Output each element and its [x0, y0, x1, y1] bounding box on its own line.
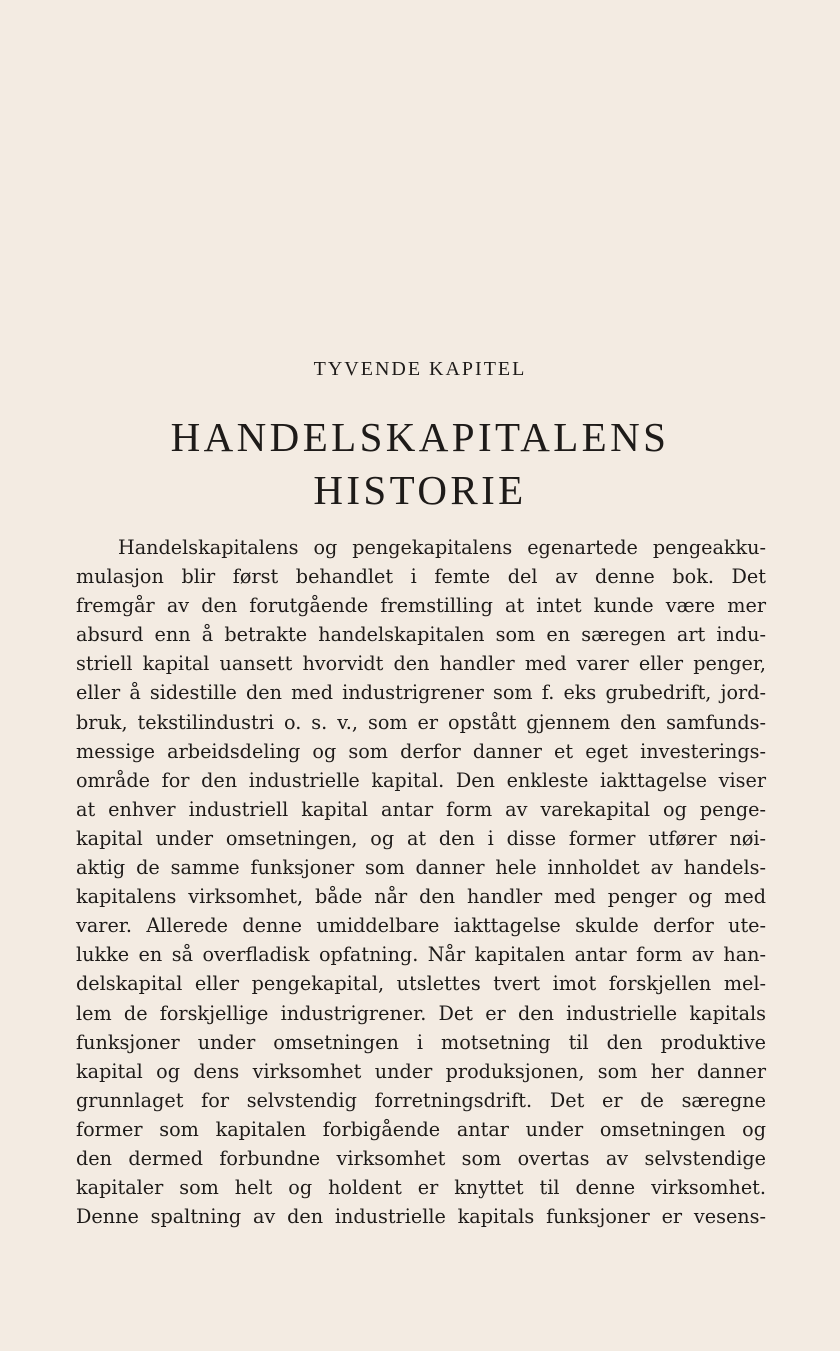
chapter-title-line-1: HANDELSKAPITALENS [170, 414, 670, 460]
text-line: kapital og dens virksomhet under produksjonen, som her danner [76, 1059, 766, 1083]
text-line: lukke en så overfladisk opfatning. Når kapitalen antar form av han- [76, 943, 766, 967]
text-line: bruk, tekstilindustri o. s. v., som er opstått gjennem den samfunds- [76, 710, 766, 734]
text-line: lem de forskjellige industrigrener. Det er den industrielle kapitals [76, 1001, 766, 1025]
text-line: Denne spaltning av den industrielle kapitals funksjoner er vesens- [76, 1205, 766, 1229]
chapter-label: TYVENDE KAPITEL [313, 358, 527, 380]
text-line: varer. Allerede denne umiddelbare iakttagelse skulde derfor ute- [76, 914, 766, 938]
text-line: Handelskapitalens og pengekapitalens egenartede pengeakku- [118, 536, 766, 559]
text-line: grunnlaget for selvstendig forretningsdrift. Det er de særegne [76, 1088, 766, 1112]
text-line: delskapital eller pengekapital, utslettes tvert imot forskjellen mel- [76, 972, 766, 996]
text-line: kapitaler som helt og holdent er knyttet til denne virksomhet. [76, 1176, 766, 1200]
text-line: kapital under omsetningen, og at den i disse former utfører nøi- [76, 826, 766, 850]
text-line: striell kapital uansett hvorvidt den handler med varer eller penger, [76, 652, 766, 676]
text-line: messige arbeidsdeling og som derfor danner et eget investerings- [76, 739, 766, 763]
text-line: område for den industrielle kapital. Den enkleste iakttagelse viser [76, 768, 766, 792]
text-line: former som kapitalen forbigående antar under omsetningen og [76, 1117, 766, 1141]
text-line: mulasjon blir først behandlet i femte del av denne bok. Det [76, 565, 766, 589]
text-line: kapitalens virksomhet, både når den handler med penger og med [76, 885, 766, 909]
body-paragraph [76, 533, 766, 1231]
text-line: aktig de samme funksjoner som danner hele innholdet av handels- [76, 856, 766, 880]
text-line: fremgår av den forutgående fremstilling at intet kunde være mer [76, 594, 766, 618]
text-line: funksjoner under omsetningen i motsetning til den produktive [76, 1030, 766, 1054]
chapter-title-line-2: HISTORIE [313, 467, 527, 513]
text-line: den dermed forbundne virksomhet som overtas av selvstendige [76, 1146, 766, 1170]
text-line: at enhver industriell kapital antar form av varekapital og penge- [76, 797, 766, 821]
text-line: absurd enn å betrakte handelskapitalen som en særegen art indu- [76, 623, 766, 647]
text-line: eller å sidestille den med industrigrener som f. eks grubedrift, jord- [76, 681, 766, 705]
